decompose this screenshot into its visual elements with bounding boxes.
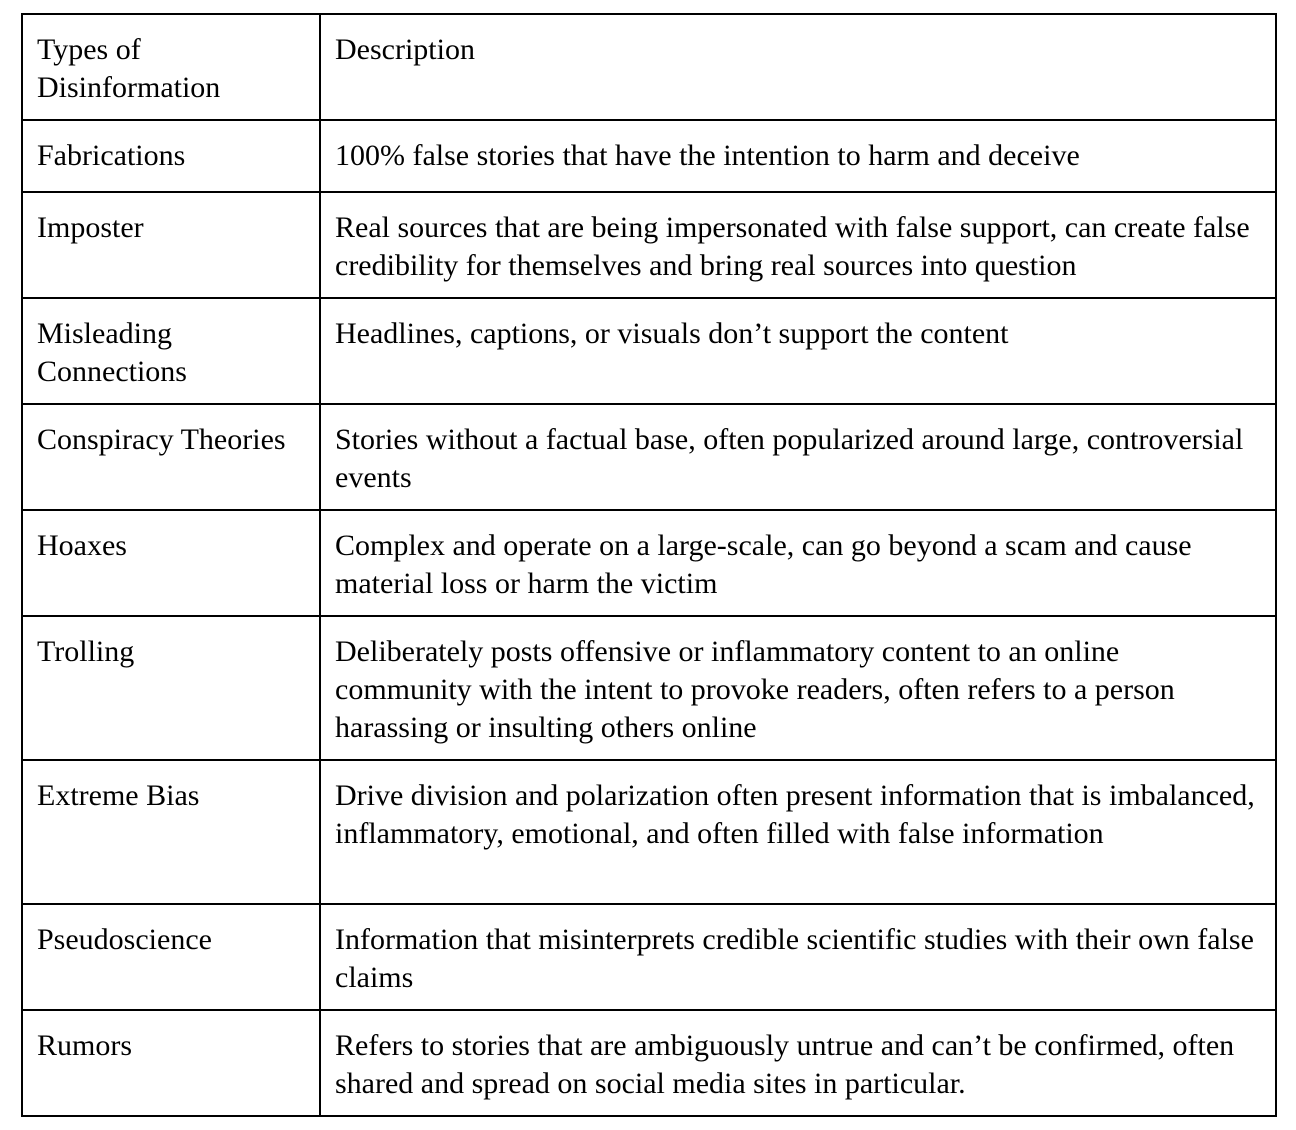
table-row — [22, 404, 1276, 510]
description-cell — [320, 616, 1276, 760]
description-cell — [320, 192, 1276, 298]
description-text: Deliberately posts offensive or inflammatory content to an online community with the intent to provoke readers, often refers to a person harassing or insulting others online — [335, 635, 1175, 744]
type-cell — [22, 510, 320, 616]
table-row — [22, 616, 1276, 760]
description-text: Refers to stories that are ambiguously untrue and can’t be confirmed, often shared and spread on social media sites in particular. — [335, 1029, 1235, 1100]
table-header-row — [22, 14, 1276, 120]
table-row — [22, 298, 1276, 404]
table-row — [22, 192, 1276, 298]
type-label: Hoaxes — [37, 529, 127, 562]
description-cell — [320, 760, 1276, 904]
type-cell — [22, 120, 320, 192]
table-row — [22, 760, 1276, 904]
type-label: Imposter — [37, 211, 144, 244]
table-row — [22, 1010, 1276, 1116]
header-type-label: Types of Disinformation — [37, 33, 221, 104]
type-label: Trolling — [37, 635, 135, 668]
type-cell — [22, 404, 320, 510]
type-label: Extreme Bias — [37, 779, 200, 812]
table-row — [22, 904, 1276, 1010]
description-text: Drive division and polarization often present information that is imbalanced, inflammatory, emotional, and often filled with false information — [335, 779, 1255, 850]
description-cell — [320, 1010, 1276, 1116]
type-label: Conspiracy Theories — [37, 423, 286, 456]
description-text: Real sources that are being impersonated with false support, can create false credibility for themselves and bring real sources into question — [335, 211, 1250, 282]
description-cell — [320, 298, 1276, 404]
header-cell-type — [22, 14, 320, 120]
type-cell — [22, 904, 320, 1010]
type-label: Fabrications — [37, 139, 186, 172]
description-text: Information that misinterprets credible scientific studies with their own false claims — [335, 923, 1254, 994]
disinformation-table — [21, 13, 1277, 1117]
type-label: Pseudoscience — [37, 923, 212, 956]
header-cell-description — [320, 14, 1276, 120]
description-text: Stories without a factual base, often popularized around large, controversial events — [335, 423, 1244, 494]
description-cell — [320, 120, 1276, 192]
type-label: Misleading Connections — [37, 317, 187, 388]
description-text: Complex and operate on a large-scale, can go beyond a scam and cause material loss or harm the victim — [335, 529, 1192, 600]
type-cell — [22, 760, 320, 904]
description-text: 100% false stories that have the intention to harm and deceive — [335, 139, 1080, 172]
table-row — [22, 510, 1276, 616]
type-cell — [22, 192, 320, 298]
type-cell — [22, 298, 320, 404]
description-cell — [320, 904, 1276, 1010]
description-cell — [320, 510, 1276, 616]
type-cell — [22, 616, 320, 760]
type-cell — [22, 1010, 320, 1116]
description-text: Headlines, captions, or visuals don’t support the content — [335, 317, 1009, 350]
table-row — [22, 120, 1276, 192]
header-description-label: Description — [335, 33, 475, 66]
description-cell — [320, 404, 1276, 510]
type-label: Rumors — [37, 1029, 133, 1062]
